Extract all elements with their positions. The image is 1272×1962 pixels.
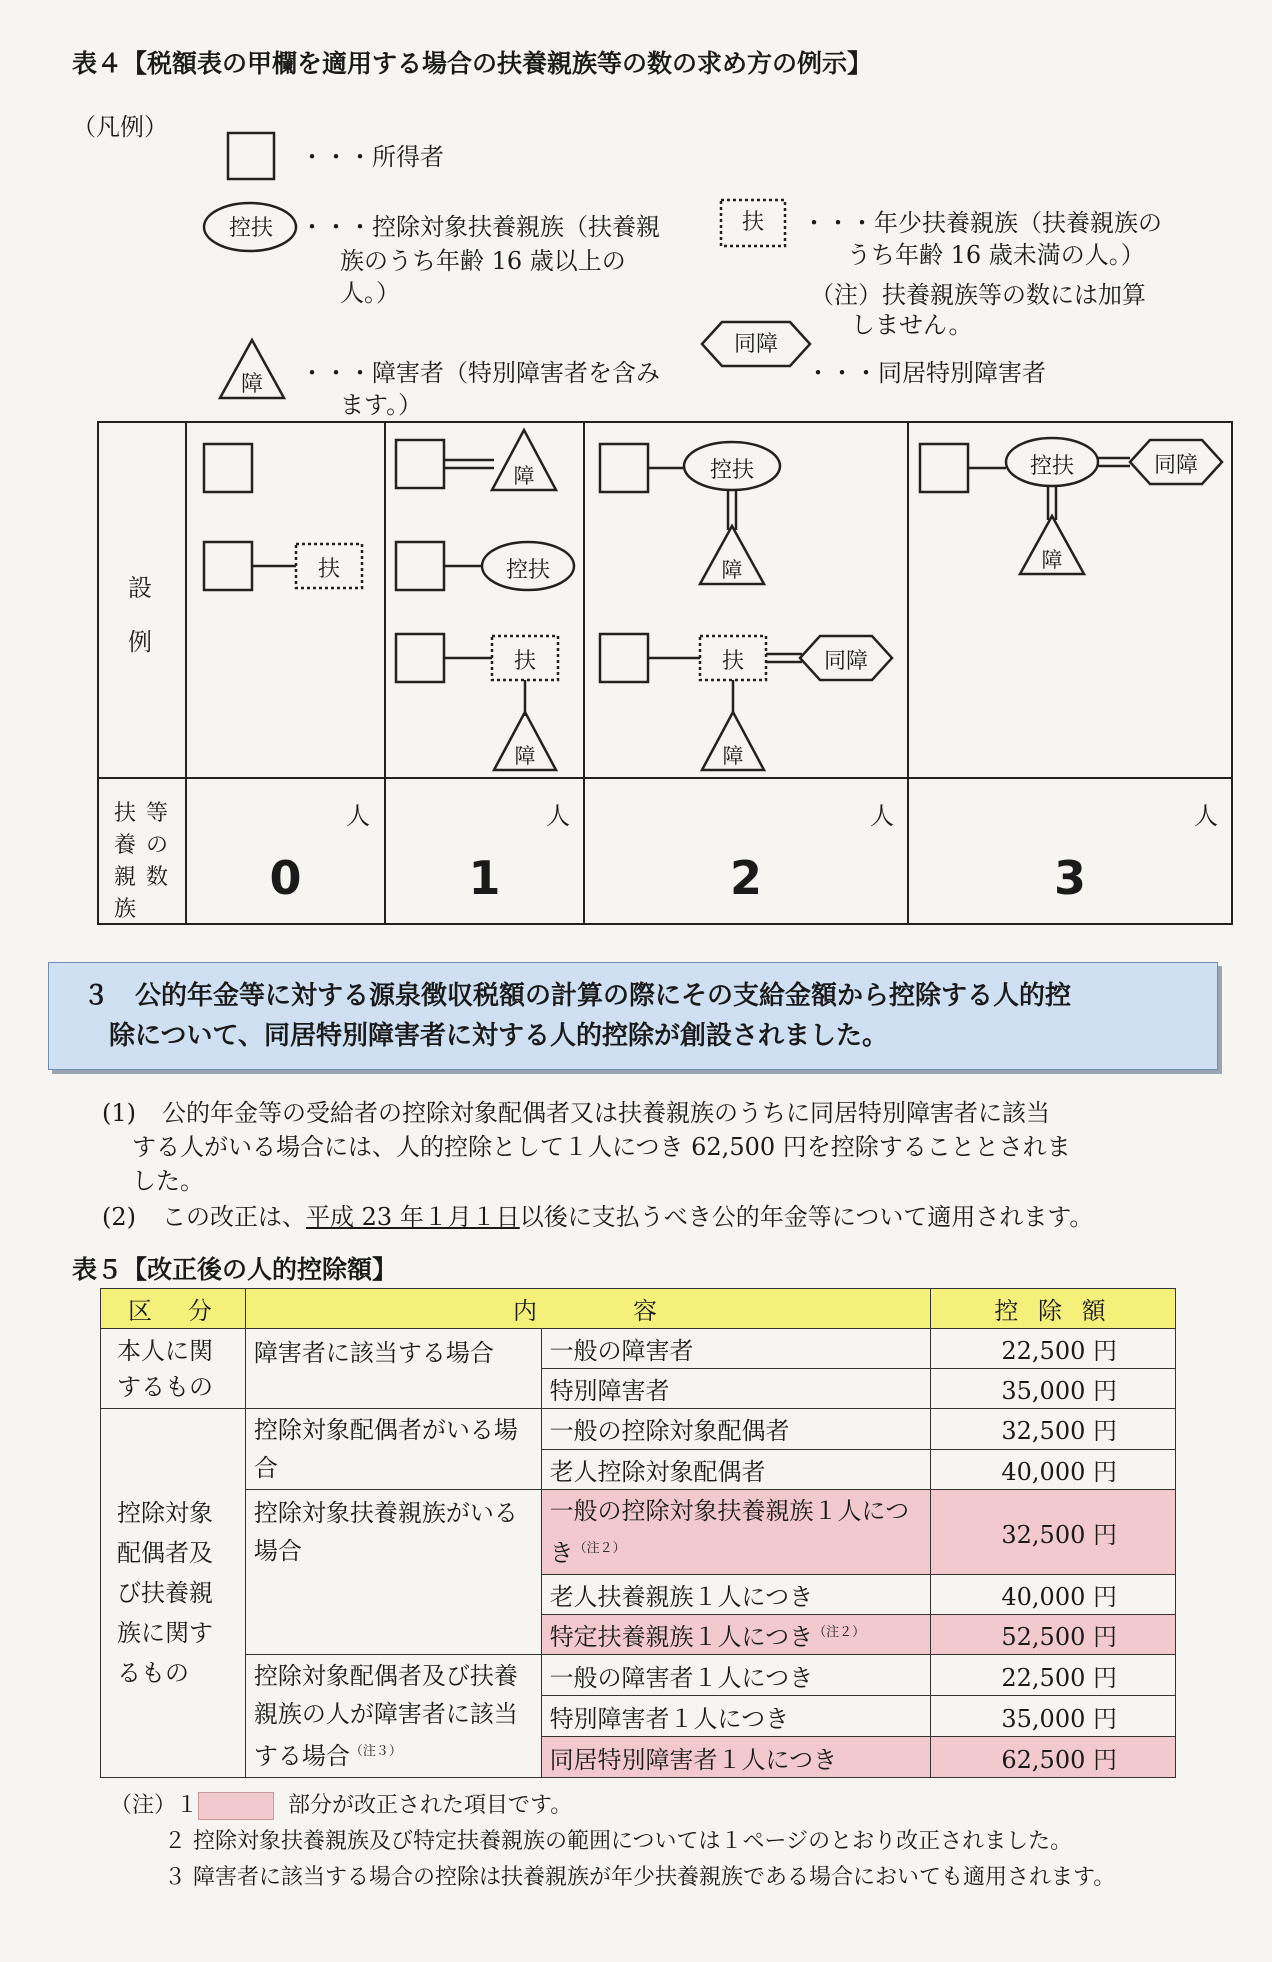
glyph-dosho: 同障 <box>823 649 868 674</box>
row-label-example-1: 設 <box>128 574 152 602</box>
para2-text: この改正は、平成 23 年１月１日以後に支払うべき公的年金等について適用されます。 <box>162 1203 1094 1231</box>
table-row-item: 老人控除対象配偶者 <box>541 1449 931 1490</box>
unit-person: 人 <box>870 802 894 830</box>
cat-self: 本人に関するもの <box>101 1329 246 1409</box>
glyph-koufu: 控扶 <box>709 458 754 483</box>
table-row-amount: 35,000 円 <box>931 1696 1176 1737</box>
glyph-sho: 障 <box>514 744 536 768</box>
example-taxpayer-square <box>204 542 252 590</box>
row-label-count-col1: 扶 養 親 族 <box>114 801 137 922</box>
glyph-fu: 扶 <box>721 649 744 674</box>
section3-banner-line2: 除について、同居特別障害者に対する人的控除が創設されました。 <box>109 1021 888 1051</box>
count-value: 1 <box>468 851 501 905</box>
table-row-item: 特別障害者 <box>541 1369 931 1409</box>
header-category: 区 分 <box>101 1289 246 1329</box>
header-content: 内 容 <box>245 1289 930 1329</box>
note1-prefix: （注）１ <box>110 1793 199 1818</box>
table-row-amount: 32,500 円 <box>931 1490 1176 1575</box>
section3-banner <box>48 962 1218 1070</box>
table5-title: 表５【改正後の人的控除額】 <box>72 1255 398 1284</box>
legend-note-2: しません。 <box>851 311 973 339</box>
glyph-koufu: 控扶 <box>1029 454 1074 479</box>
glyph-fu: 扶 <box>317 557 340 582</box>
table-row-item: 老人扶養親族１人につき <box>541 1575 931 1615</box>
sub-self-disabled: 障害者に該当する場合 <box>245 1329 541 1409</box>
table-row-amount: 22,500 円 <box>931 1655 1176 1696</box>
note3: ３ 障害者に該当する場合の控除は扶養親族が年少扶養親族である場合においても適用されます。 <box>164 1865 1116 1890</box>
table-row-item: 同居特別障害者１人につき <box>541 1737 931 1778</box>
glyph-fu: 扶 <box>513 649 536 674</box>
table-row-amount: 62,500 円 <box>931 1737 1176 1778</box>
unit-person: 人 <box>346 802 370 830</box>
sub-spouse: 控除対象配偶者がいる場合 <box>245 1409 541 1490</box>
row-label-example-2: 例 <box>128 628 152 656</box>
glyph-dosho: 同障 <box>1153 453 1198 478</box>
deduction-table <box>100 1288 1176 1778</box>
para2-date: 平成 23 年１月１日 <box>306 1203 520 1231</box>
sho-glyph: 障 <box>240 372 263 397</box>
row-label-count-col2: 等 の 数 <box>146 801 169 890</box>
glyph-sho: 障 <box>722 744 744 768</box>
legend-koufu-3: 人。） <box>340 279 400 307</box>
glyph-koufu: 控扶 <box>505 558 550 583</box>
sub-dependent: 控除対象扶養親族がいる場合 <box>245 1490 541 1655</box>
count-value: 0 <box>269 851 302 905</box>
unit-person: 人 <box>546 802 570 830</box>
sub-family-disabled: 控除対象配偶者及び扶養親族の人が障害者に該当する場合$^{(注3)}$ <box>245 1655 541 1778</box>
koufu-glyph: 控扶 <box>228 216 273 241</box>
section3-banner-line1: ３ 公的年金等に対する源泉徴収税額の計算の際にその支給金額から控除する人的控 <box>83 981 1072 1011</box>
legend-koufu-1: ・・・控除対象扶養親族（扶養親 <box>300 213 660 241</box>
example-taxpayer-square <box>920 444 968 492</box>
para1-num: (1) <box>102 1099 136 1127</box>
para1-line2: する人がいる場合には、人的控除として１人につき 62,500 円を控除することとされま <box>132 1133 1071 1161</box>
fu-glyph: 扶 <box>741 210 764 235</box>
example-taxpayer-square <box>600 444 648 492</box>
para2-num: (2) <box>102 1203 136 1231</box>
note2: ２ 控除対象扶養親族及び特定扶養親族の範囲については１ページのとおり改正されました。 <box>164 1829 1073 1854</box>
legend-taxpayer: ・・・所得者 <box>300 143 444 171</box>
header-amount: 控 除 額 <box>931 1289 1176 1329</box>
legend-fu-2: うち年齢 16 歳未満の人。） <box>847 241 1145 269</box>
unit-person: 人 <box>1194 802 1218 830</box>
example-taxpayer-square <box>204 444 252 492</box>
legend-label: （凡例） <box>72 113 168 141</box>
table-row-amount: 52,500 円 <box>931 1615 1176 1655</box>
table-row-amount: 35,000 円 <box>931 1369 1176 1409</box>
note1-text: 部分が改正された項目です。 <box>288 1793 573 1818</box>
table-row-amount: 32,500 円 <box>931 1409 1176 1450</box>
example-taxpayer-square <box>396 542 444 590</box>
table-row-item: 特別障害者１人につき <box>541 1696 931 1737</box>
cat-family: 控除対象配偶者及び扶養親族に関するもの <box>101 1409 246 1778</box>
table-row-item: 特定扶養親族１人につき$^{(注2)}$ <box>541 1615 931 1655</box>
count-value: 2 <box>729 851 762 905</box>
legend-dosho: ・・・同居特別障害者 <box>806 359 1046 387</box>
glyph-sho: 障 <box>721 558 743 582</box>
legend-note-1: （注）扶養親族等の数には加算 <box>810 281 1146 309</box>
table-row-item: 一般の障害者１人につき <box>541 1655 931 1696</box>
legend-fu-1: ・・・年少扶養親族（扶養親族の <box>802 209 1162 237</box>
glyph-sho: 障 <box>513 464 535 488</box>
count-value: 3 <box>1053 851 1086 905</box>
example-taxpayer-square <box>600 634 648 682</box>
table-row-amount: 22,500 円 <box>931 1329 1176 1369</box>
table-row-item: 一般の控除対象扶養親族１人につき$^{(注2)}$ <box>541 1490 931 1575</box>
legend-sho-1: ・・・障害者（特別障害者を含み <box>300 359 660 387</box>
table-row-item: 一般の控除対象配偶者 <box>541 1409 931 1450</box>
highlight-swatch <box>198 1792 274 1820</box>
legend-koufu-2: 族のうち年齢 16 歳以上の <box>340 247 626 275</box>
example-taxpayer-square <box>396 440 444 488</box>
table-row-amount: 40,000 円 <box>931 1575 1176 1615</box>
legend-sho-2: ます。） <box>340 391 423 419</box>
table-row-item: 一般の障害者 <box>541 1329 931 1369</box>
table4-title: 表４【税額表の甲欄を適用する場合の扶養親族等の数の求め方の例示】 <box>72 49 873 78</box>
example-taxpayer-square <box>396 634 444 682</box>
table-row-amount: 40,000 円 <box>931 1449 1176 1490</box>
glyph-sho: 障 <box>1041 548 1063 572</box>
para1-line1: 公的年金等の受給者の控除対象配偶者又は扶養親族のうちに同居特別障害者に該当 <box>162 1099 1050 1127</box>
para1-line3: した。 <box>132 1167 204 1195</box>
dosho-glyph: 同障 <box>733 332 778 357</box>
